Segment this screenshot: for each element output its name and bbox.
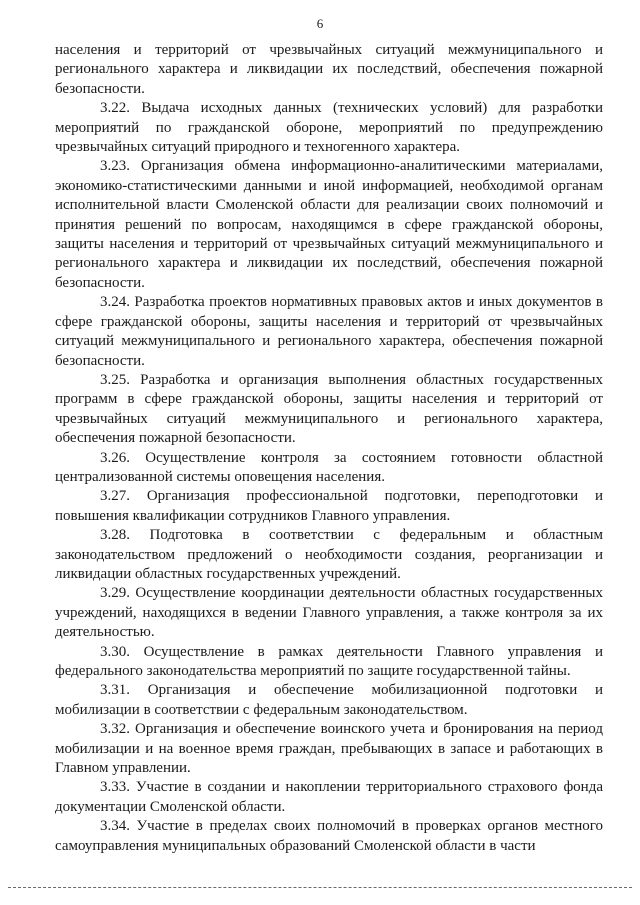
page-number: 6 (316, 16, 324, 31)
footer-divider (8, 887, 632, 888)
paragraph-3-27: 3.27. Организация профессиональной подготовки, переподготовки и повышения квалификации сотрудников Главного управления. (55, 488, 603, 524)
paragraph-3-34: 3.34. Участие в пределах своих полномочий в проверках органов местного самоуправления муниципальных образований Смоленской области в части (55, 818, 603, 854)
paragraph-3-31: 3.31. Организация и обеспечение мобилизационной подготовки и мобилизации в соответствии с федеральным законодательством. (55, 682, 603, 718)
paragraph-3-23: 3.23. Организация обмена информационно-аналитическими материалами, экономико-статистическими данными и иной информацией, необходимой органам исполнительной власти Смоленской области для реализации своих полномочий и принятия решений по вопросам, находящимся в сфере гражданской обороны, защиты населения и территорий от чрезвычайных ситуаций межмуниципального и регионального характера и ликвидации их последствий, обеспечения пожарной безопасности. (55, 158, 603, 291)
document-body (55, 41, 603, 856)
paragraph-continuation: населения и территорий от чрезвычайных ситуаций межмуниципального и регионального характера и ликвидации их последствий, обеспечения пожарной безопасности. (55, 42, 603, 97)
paragraph-3-25: 3.25. Разработка и организация выполнения областных государственных программ в сфере гражданской обороны, защиты населения и территорий от чрезвычайных ситуаций межмуниципального и регионального характера, обеспечения пожарной безопасности. (55, 371, 603, 447)
paragraph-3-32: 3.32. Организация и обеспечение воинского учета и бронирования на период мобилизации и на военное время граждан, пребывающих в запасе и работающих в Главном управлении. (55, 721, 603, 777)
paragraph-3-22: 3.22. Выдача исходных данных (технических условий) для разработки мероприятий по гражданской обороне, мероприятий по предупреждению чрезвычайных ситуаций природного и техногенного характера. (55, 100, 603, 156)
paragraph-3-29: 3.29. Осуществление координации деятельности областных государственных учреждений, находящихся в ведении Главного управления, а также контроля за их деятельностью. (55, 585, 603, 641)
paragraph-3-26: 3.26. Осуществление контроля за состоянием готовности областной централизованной системы оповещения населения. (55, 449, 603, 485)
paragraph-3-24: 3.24. Разработка проектов нормативных правовых актов и иных документов в сфере гражданской обороны, защиты населения и территорий от чрезвычайных ситуаций межмуниципального и регионального характера, обеспечения пожарной безопасности. (55, 294, 603, 369)
paragraph-3-33: 3.33. Участие в создании и накоплении территориального страхового фонда документации Смоленской области. (55, 779, 603, 815)
paragraph-3-28: 3.28. Подготовка в соответствии с федеральным и областным законодательством предложений о необходимости создания, реорганизации и ликвидации областных государственных учреждений. (55, 527, 603, 582)
paragraph-3-30: 3.30. Осуществление в рамках деятельности Главного управления и федерального законодательства мероприятий по защите государственной тайны. (55, 643, 603, 679)
